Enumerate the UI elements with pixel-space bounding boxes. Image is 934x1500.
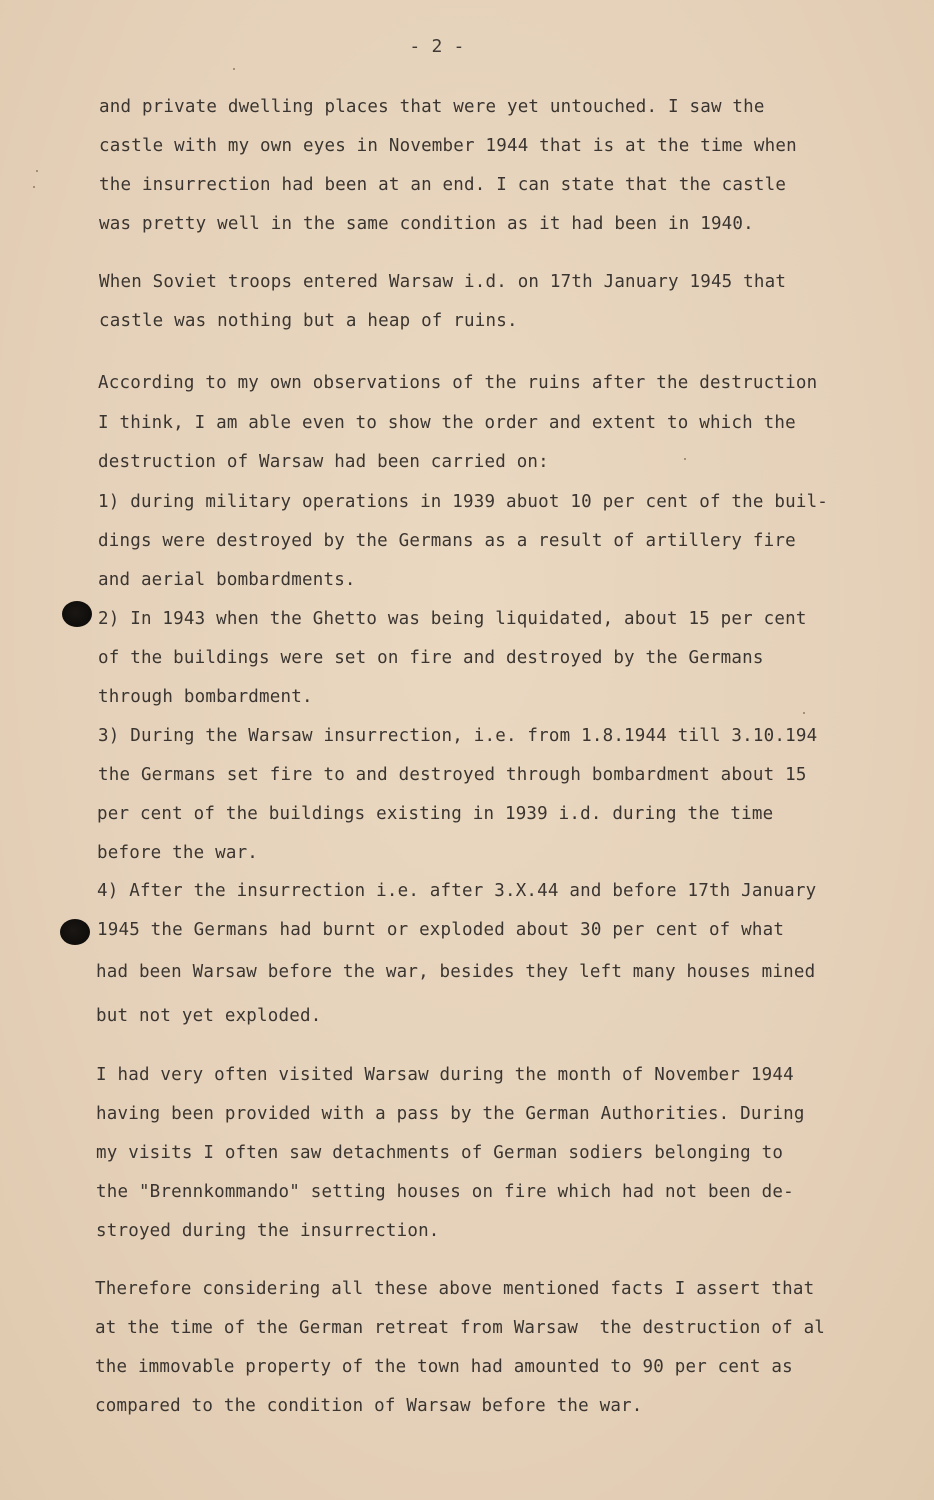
text-line: but not yet exploded. [96,1006,322,1026]
text-line: the immovable property of the town had amounted to 90 per cent as [95,1357,793,1377]
text-line: and aerial bombardments. [98,570,356,590]
paper-speck [233,68,235,70]
text-line: 3) During the Warsaw insurrection, i.e. from 1.8.1944 till 3.10.194 [98,726,818,746]
paper-speck [36,170,38,172]
text-line: castle was nothing but a heap of ruins. [99,311,518,331]
paper-speck [33,186,35,188]
punch-hole-top [62,601,92,627]
text-line: 4) After the insurrection i.e. after 3.X.44 and before 17th January [97,881,817,901]
text-line: the insurrection had been at an end. I can state that the castle [99,175,787,195]
text-line: 1) during military operations in 1939 abuot 10 per cent of the buil- [98,492,829,512]
text-line: my visits I often saw detachments of German sodiers belonging to [96,1143,784,1163]
text-line: and private dwelling places that were yet untouched. I saw the [99,97,765,117]
page-number: - 2 - [409,36,465,57]
text-line: dings were destroyed by the Germans as a result of artillery fire [98,531,796,551]
text-line: castle with my own eyes in November 1944 that is at the time when [99,136,797,156]
punch-hole-bottom [60,919,90,945]
text-line: When Soviet troops entered Warsaw i.d. on 17th January 1945 that [99,272,787,292]
paper-speck [803,712,805,714]
text-line: According to my own observations of the ruins after the destruction [98,373,818,393]
text-line: I think, I am able even to show the order and extent to which the [98,413,796,433]
text-line: the Germans set fire to and destroyed through bombardment about 15 [98,765,807,785]
text-line: 2) In 1943 when the Ghetto was being liquidated, about 15 per cent [98,609,807,629]
text-line: at the time of the German retreat from Warsaw the destruction of al [95,1318,826,1338]
text-line: before the war. [97,843,259,863]
text-line: had been Warsaw before the war, besides they left many houses mined [96,962,816,982]
text-line: was pretty well in the same condition as it had been in 1940. [99,214,754,234]
text-line: stroyed during the insurrection. [96,1221,440,1241]
text-line: 1945 the Germans had burnt or exploded about 30 per cent of what [97,920,785,940]
text-line: destruction of Warsaw had been carried on: [98,452,549,472]
paper-speck [684,458,686,460]
text-line: compared to the condition of Warsaw before the war. [95,1396,643,1416]
text-line: per cent of the buildings existing in 1939 i.d. during the time [97,804,774,824]
text-line: Therefore considering all these above mentioned facts I assert that [95,1279,815,1299]
text-line: I had very often visited Warsaw during the month of November 1944 [96,1065,794,1085]
text-line: having been provided with a pass by the German Authorities. During [96,1104,805,1124]
text-line: of the buildings were set on fire and destroyed by the Germans [98,648,764,668]
text-line: the "Brennkommando" setting houses on fire which had not been de- [96,1182,794,1202]
text-line: through bombardment. [98,687,313,707]
